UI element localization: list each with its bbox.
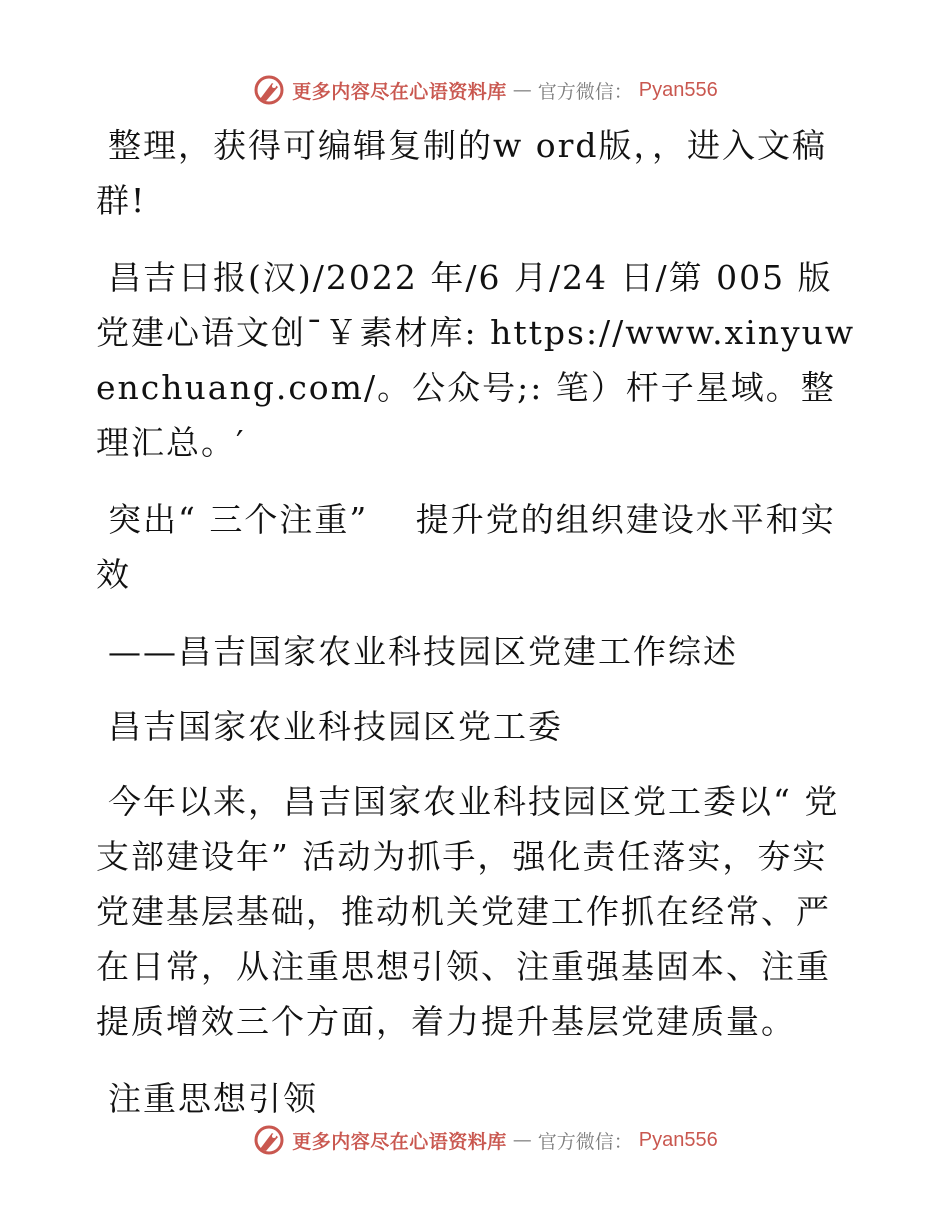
document-body [96,118,856,1148]
banner-inner [252,73,718,107]
pen-nib-logo-icon [252,73,286,107]
article-subtitle: ——昌吉国家农业科技园区党建工作综述 [108,632,738,671]
banner-inner [252,1123,718,1157]
footer-banner [0,1120,950,1160]
banner-separator: — [512,1129,532,1151]
section-heading: 注重思想引领 [108,1079,318,1118]
banner-site-text: 更多内容尽在心语资料库 [292,1130,507,1153]
banner-site-text: 更多内容尽在心语资料库 [292,80,507,103]
source-info-paragraph: 昌吉日报(汉)/2022 年/6 月/24 日/第 005 版党建心语文创¯￥素材库: https://www.xinyuwenchuang.com/。公众号;: 笔）杆子星域。整理汇总。′ [96,258,856,462]
banner-wechat-id: Pyan556 [638,78,718,101]
banner-wechat-label: 官方微信： [537,1130,633,1153]
header-banner [0,70,950,110]
banner-separator: — [512,79,532,101]
banner-wechat-id: Pyan556 [638,1128,718,1151]
banner-wechat-label: 官方微信： [537,80,633,103]
intro-note-paragraph: 整理，获得可编辑复制的w ord版，，进入文稿群! [96,126,828,220]
body-paragraph: 今年以来，昌吉国家农业科技园区党工委以“ 党支部建设年” 活动为抓手，强化责任落实，夯实党建基层基础，推动机关党建工作抓在经常、严在日常，从注重思想引领、注重强基固本、注重提质增效三个方面，着力提升基层党建质量。 [96,782,840,1041]
article-title: 突出“ 三个注重” 提升党的组织建设水平和实效 [96,500,836,594]
article-author: 昌吉国家农业科技园区党工委 [108,707,563,746]
pen-nib-logo-icon [252,1123,286,1157]
